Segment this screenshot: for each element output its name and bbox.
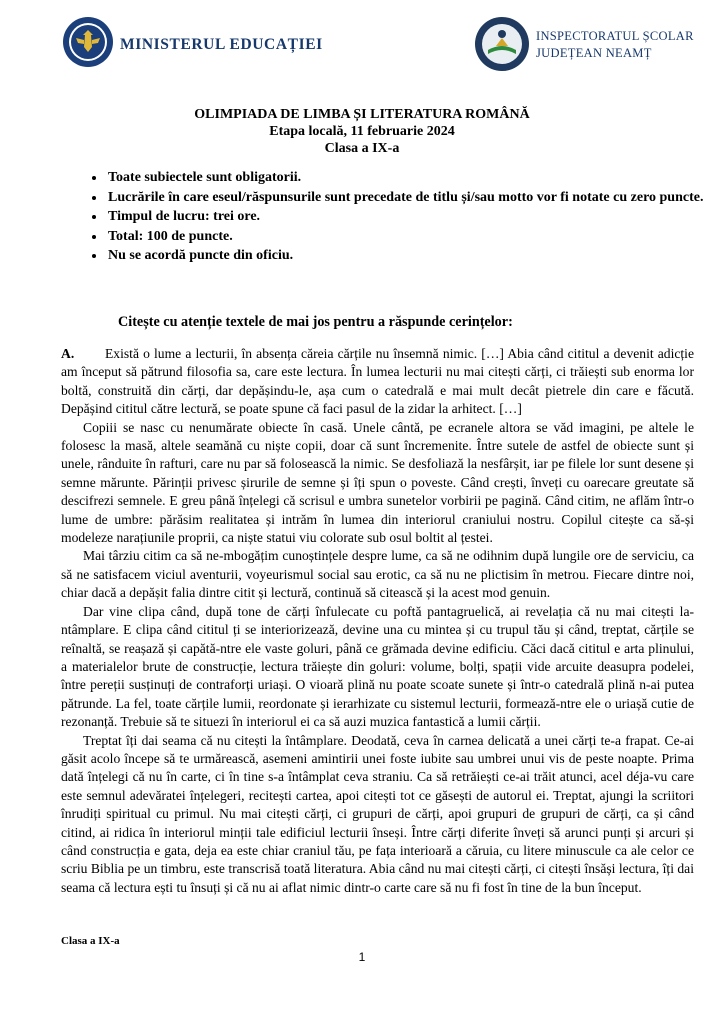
text-a-paragraph: Dar vine clipa când, după tone de cărți înfulecate cu poftă pantagruelică, ai revelația că nu mai citești la-ntâmplare. E clipa când cititul ți se interiorizează, devine una cu mintea și cu trupul tău și când, treptat, cărțile se reînaltă, se reașază și capătă-ntre ele vaste goluri, până ce grămada devine edificiu. Căci dacă cititul e arta plinului, a materialelor brute de construcție, lectura trăiește din goluri: volume, bolți, spații vide arcuite deasupra podelei, între pereții susținuți de contraforți uriași. O vioară plină nu poate scoate sunete și într-o catedrală plină n-ai putea pătrunde. La fel, toate cărțile lumii, reordonate și ierarhizate cu sistemul lecturii, formează-ntre ele o uriașă cutie de rezonanță. Trebuie să te situezi în interiorul ei ca să auzi muzica fantastică a lumii cărții.	[61, 603, 694, 730]
rules-list	[74, 168, 724, 266]
text-a-paragraph-text: Există o lume a lecturii, în absența căreia cărțile nu însemnă nimic. […] Abia când cititul a devenit adicție am început să pătrund filosofia sa, care este lectura. În lumea lecturii nu mai citești cărți, ci trăiești sub enorma lor boltă, construită din cărți, dar depășindu-le, așa cum o catedrală e mai mult decât pietrele din care e făcută. Depășind cititul către lectură, se poate spune că faci pasul de la zidar la arhitect. […]	[61, 346, 694, 417]
rule-item: • Nu se acordă puncte din oficiu.	[106, 246, 724, 266]
text-a-paragraph: Copiii se nasc cu nenumărate obiecte în casă. Unele cântă, pe ecranele altora se văd imagini, pe altele le folosesc la masă, altele seamănă cu niște copii, doar că sunt încremenite. Între sutele de astfel de obiecte sunt și unele, rânduite în rafturi, care nu par să folosească la nimic. Se desfoliază la nesfârșit, iar pe filele lor sunt desene și semne mărunte. Părinții privesc șirurile de semne și îți spun o poveste. Când crești, înveți cu oarecare greutate să descifrezi semnele. E greu până înțelegi că scrisul e umbra sunetelor vorbirii pe pagină. Când citim, ne aflăm într-o lume de umbre: părăsim realitatea și intrăm în lumea din interiorul craniului nostru. Copilul citește ca să-și modeleze narațiunile proprii, ca niște statui viu colorate sub osul boltit al țestei.	[61, 419, 694, 546]
page-header	[0, 14, 724, 78]
instruction-text: Citește cu atenție textele de mai jos pentru a răspunde cerințelor:	[118, 314, 513, 330]
title-olympiad: OLIMPIADA DE LIMBA ȘI LITERATURA ROMÂNĂ	[194, 107, 530, 122]
government-seal-icon	[62, 16, 114, 68]
text-a	[61, 345, 694, 897]
text-a-paragraph	[61, 345, 694, 419]
inspectorate-name	[536, 28, 694, 62]
title-class: Clasa a IX-a	[324, 141, 400, 156]
page-number: 1	[358, 950, 366, 964]
exam-title	[0, 106, 724, 157]
rule-item: • Toate subiectele sunt obligatorii.	[106, 168, 724, 188]
rule-item: • Total: 100 de puncte.	[106, 227, 724, 247]
inspectorate-logo-icon	[474, 16, 530, 72]
inspectorate-line1: INSPECTORATUL ȘCOLAR	[536, 29, 694, 43]
title-stage-date: Etapa locală, 11 februarie 2024	[269, 124, 455, 139]
text-a-label: A.	[61, 346, 75, 361]
rule-item: • Lucrările în care eseul/răspunsurile sunt precedate de titlu și/sau motto vor fi notate cu zero puncte.	[106, 188, 724, 208]
text-a-paragraph: Mai târziu citim ca să ne-mbogățim cunoștințele despre lume, ca să ne odihnim după lungile ore de serviciu, ca să ne satisfacem viciul aventurii, voyeurismul social sau erotic, ca să nu ne plictisim în metrou. Fiecare dintre noi, chiar dacă a depășit falia dintre citit și lectură, continuă să citească și la acest mod genuin.	[61, 548, 694, 601]
inspectorate-line2: JUDEȚEAN NEAMȚ	[536, 46, 652, 60]
rule-item: • Timpul de lucru: trei ore.	[106, 207, 724, 227]
footer-class-label: Clasa a IX-a	[61, 935, 120, 947]
ministry-name: MINISTERUL EDUCAȚIEI	[120, 36, 323, 53]
text-a-paragraph: Treptat îți dai seama că nu citești la întâmplare. Deodată, ceva în carnea delicată a unei cărți te-a frapat. Ce-ai găsit acolo începe să te urmărească, asemeni amintirii unei foste iubite sau umbrei unui vis de peste noapte. Prima dată înțelegi că nu în carte, ci în tine s-a întâmplat ceva straniu. Ca să retrăiești ce-ai trăit atunci, acel déja-vu care este semnul adevăratei înțelegeri, recitești cartea, apoi citești tot ce găsești de autorul ei. Treptat, ajungi la scriitori înrudiți spiritual cu primul. Nu mai citești cărți, ci grupuri de cărți, apoi grupuri de grupuri de cărți, ca și când citind, ai ridica în interiorul minții tale edificiul lecturii înseși. Între cărți diferite înveți să arunci punți și arcuri și când construcția e gata, deja ea este chiar craniul tău, pe fața interioară a căruia, cu litere minuscule ca ale celor ce scriu Biblia pe un timbru, este transcrisă toată literatura. Abia când nu mai citești cărți, ci citești însăși lectura, îți dai seama că lectura ești tu însuți și că nu ai aflat nimic dintr-o carte care să nu fi fost în tine de la bun început.	[61, 732, 694, 895]
